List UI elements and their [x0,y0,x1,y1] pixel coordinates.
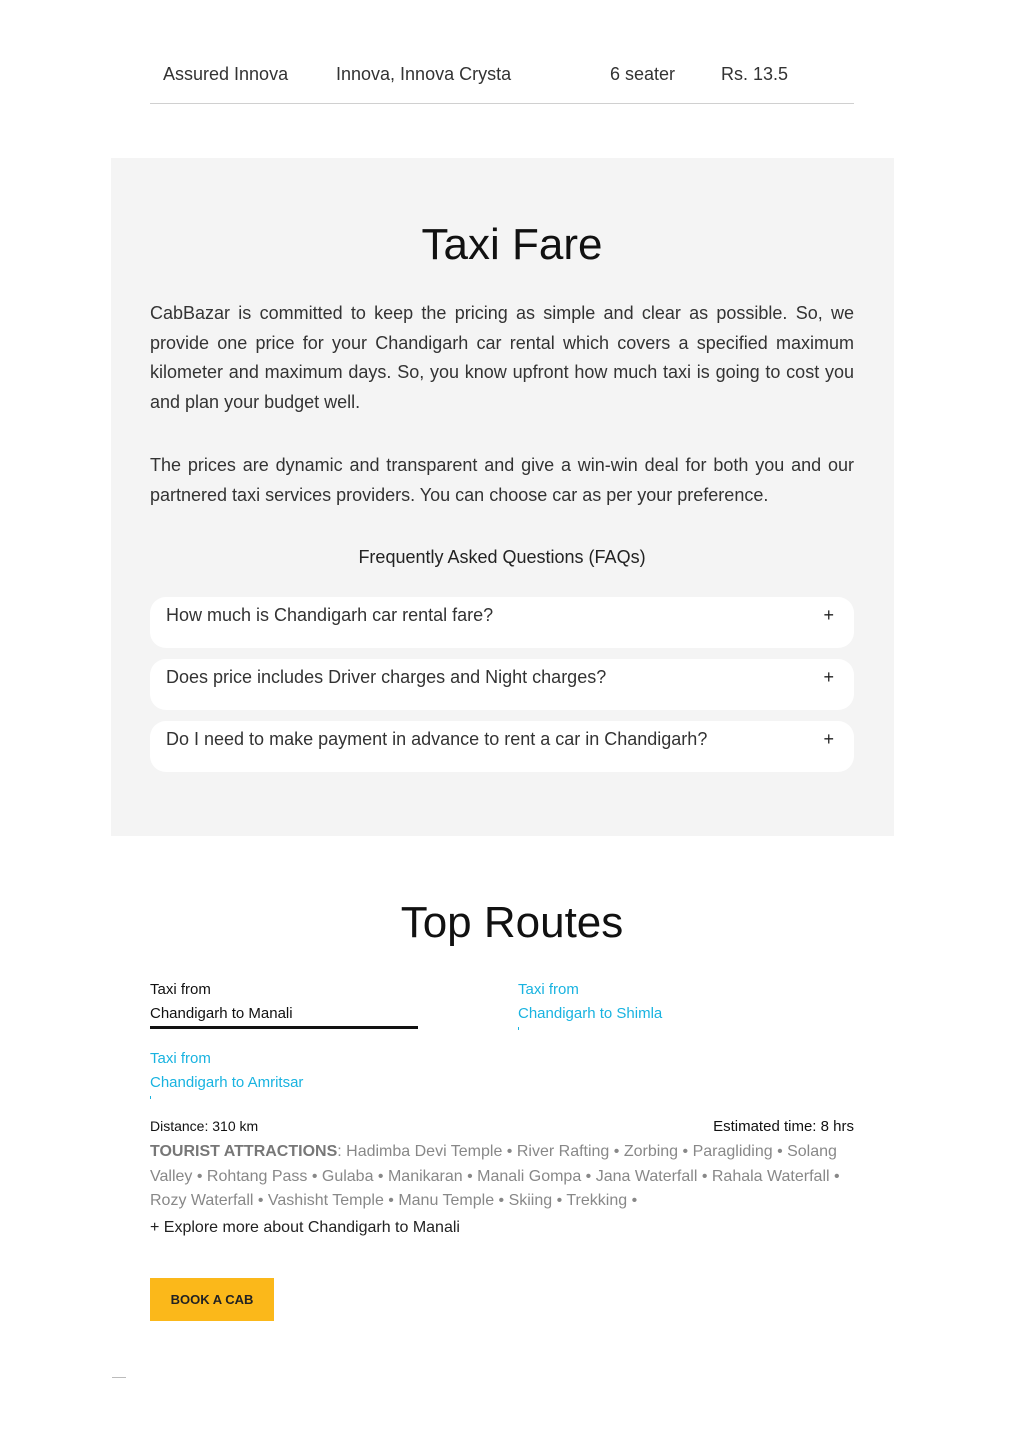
taxi-fare-paragraph-1: CabBazar is committed to keep the pricing as simple and clear as possible. So, we provide one price for your Chandigarh car rental which covers a specified maximum kilometer and maximum days. So, you know upfront how much taxi is going to cost you and plan your budget well. [150,303,854,412]
tab-indicator-tick [518,1027,519,1030]
route-tab-amritsar[interactable] [150,1047,303,1095]
faq-question: Do I need to make payment in advance to rent a car in Chandigarh? [166,729,708,749]
time-value: 8 hrs [820,1118,854,1135]
top-routes-title: Top Routes [400,898,624,947]
divider-mark [112,1377,126,1378]
attractions-label: TOURIST ATTRACTIONS [150,1143,338,1160]
expand-plus-icon[interactable]: + [823,729,834,749]
distance-value: 310 km [212,1118,259,1134]
book-cab-button[interactable]: BOOK A CAB [150,1278,274,1321]
route-tab-line1: Taxi from [150,1050,211,1067]
time-label: Estimated time: [713,1118,817,1135]
route-tab-manali[interactable] [150,978,293,1026]
faq-question: Does price includes Driver charges and Night charges? [166,667,607,687]
taxi-fare-title: Taxi Fare [421,220,603,269]
faq-item-fare[interactable] [150,597,854,648]
tab-indicator-tick [150,1096,151,1099]
route-estimated-time [713,1118,854,1135]
route-distance [150,1118,258,1134]
route-tab-line2: Chandigarh to Amritsar [150,1074,304,1091]
route-tab-line2: Chandigarh to Manali [150,1005,293,1022]
attractions-list: Hadimba Devi Temple • River Rafting • Zorbing • Paragliding • Solang Valley • Rohtang Pass • Gulaba • Manikaran • Manali Gompa • Jana Waterfall • Rahala Waterfall • Rozy Waterfall • Vashisht Temple • Manu Temple • Skiing • Trekking • [150,1143,840,1209]
route-tab-line1: Taxi from [518,981,579,998]
cab-seats: 6 seater [610,64,676,84]
cab-rate: Rs. 13.5 [721,64,789,84]
faq-item-advance-payment[interactable] [150,721,854,772]
faq-item-driver-charges[interactable] [150,659,854,710]
distance-label: Distance: [150,1118,209,1134]
fare-table-row [150,52,854,104]
faq-question: How much is Chandigarh car rental fare? [166,605,494,625]
route-tab-line1: Taxi from [150,981,211,998]
route-tab-line2: Chandigarh to Shimla [518,1005,663,1022]
cab-models: Innova, Innova Crysta [336,64,512,84]
expand-plus-icon[interactable]: + [823,667,834,687]
cab-type: Assured Innova [163,64,289,84]
taxi-fare-paragraph-2: The prices are dynamic and transparent and give a win-win deal for both you and our partnered taxi services providers. You can choose car as per your preference. [150,455,854,505]
tourist-attractions: TOURIST ATTRACTIONS: Hadimba Devi Temple • River Rafting • Zorbing • Paragliding • Solang Valley • Rohtang Pass • Gulaba • Manikaran • Manali Gompa • Jana Waterfall • Rahala Waterfall • Rozy Waterfall • Vashisht Temple • Manu Temple • Skiing • Trekking • [150,1143,840,1209]
expand-plus-icon[interactable]: + [823,605,834,625]
route-tab-shimla[interactable] [518,978,662,1026]
explore-more-link[interactable]: + Explore more about Chandigarh to Manali [150,1219,460,1236]
active-tab-indicator [150,1026,418,1029]
faq-heading: Frequently Asked Questions (FAQs) [358,547,646,567]
